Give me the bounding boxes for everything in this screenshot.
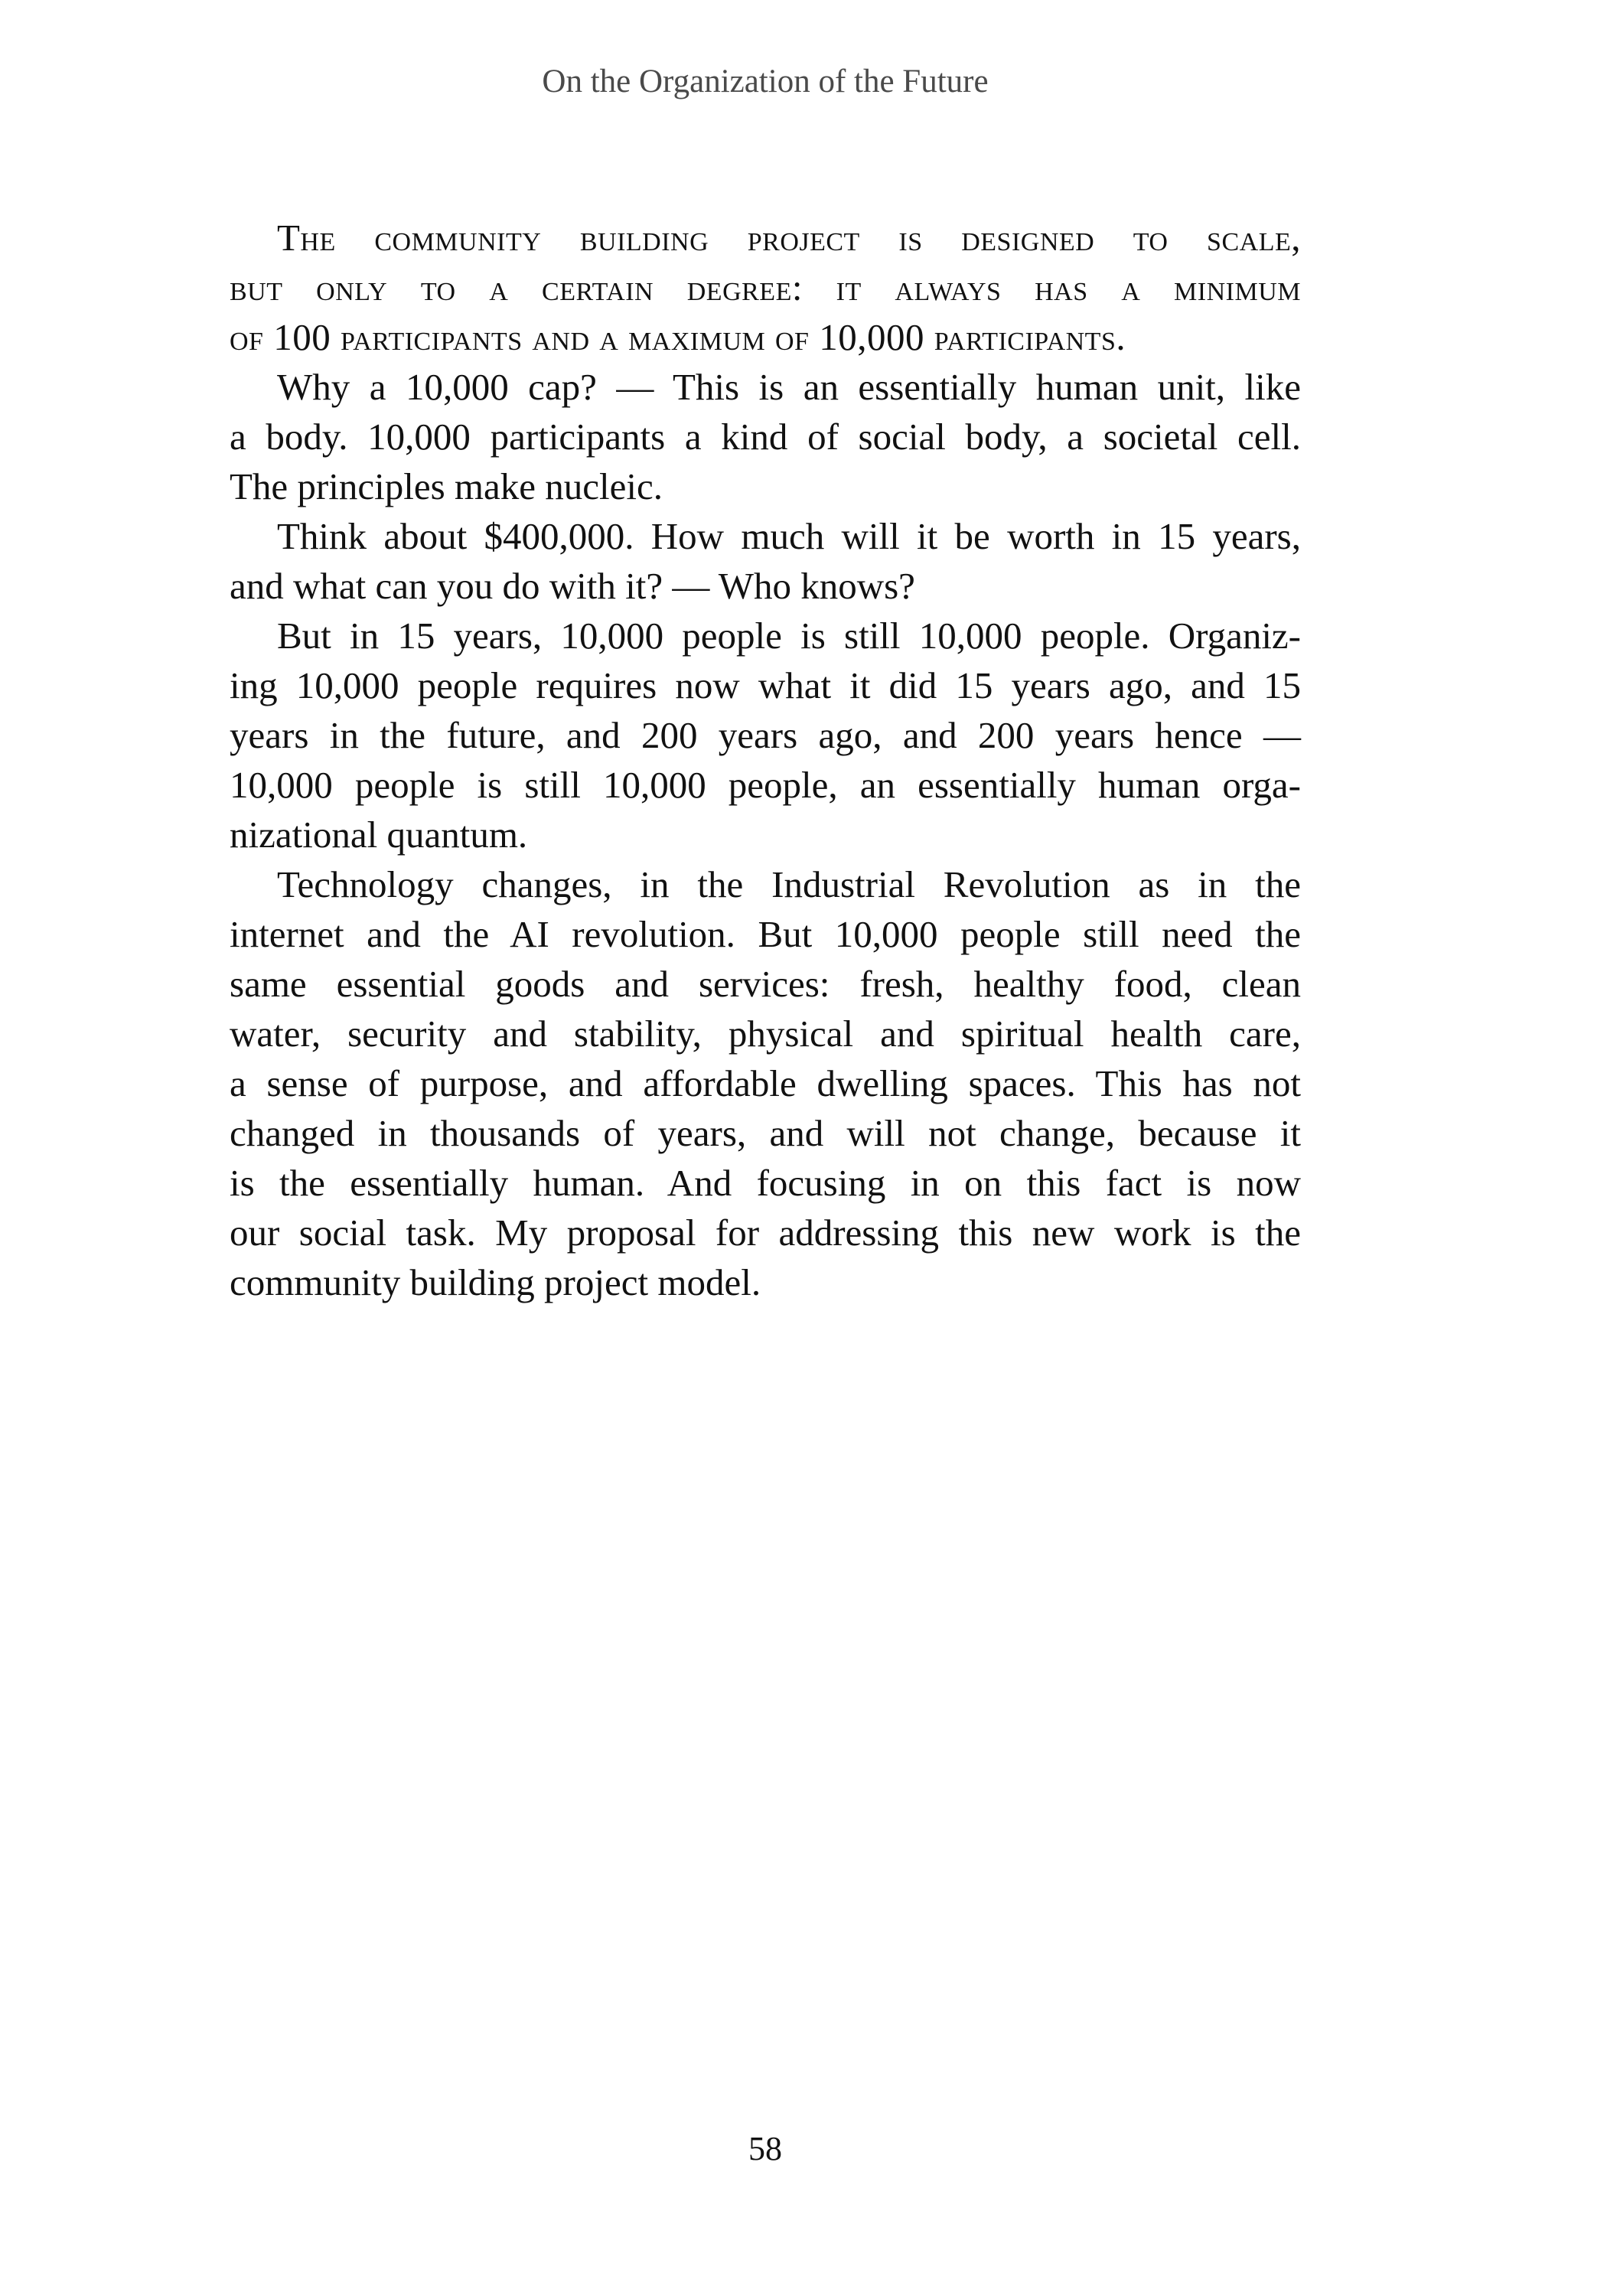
text-line: same essential goods and services: fresh, healthy food, clean [230,963,1301,1005]
text-line: our social task. My proposal for addressing this new work is the [230,1212,1301,1254]
text-line: nizational quantum. [230,814,528,856]
text-line: years in the future, and 200 years ago, and 200 years hence — [230,714,1301,756]
running-header: On the Organization of the Future [542,64,989,99]
text-line: internet and the AI revolution. But 10,000 people still need the [230,913,1301,955]
page-number: 58 [748,2130,782,2167]
text-line: community building project model. [230,1261,761,1303]
paragraph [230,511,1301,611]
text-line: 10,000 people is still 10,000 people, an essentially human orga- [230,764,1301,806]
text-line: and what can you do with it? — Who knows? [230,565,915,607]
text-line: a sense of purpose, and affordable dwelling spaces. This has not [230,1062,1301,1104]
text-line: Why a 10,000 cap? — This is an essentially human unit, like [277,366,1301,408]
paragraph [230,362,1301,511]
text-line: changed in thousands of years, and will not change, because it [230,1112,1301,1154]
paragraph [230,213,1301,362]
text-line: The community building project is designed to scale, [277,217,1301,259]
paragraph [230,859,1301,1307]
text-line: water, security and stability, physical and spiritual health care, [230,1013,1301,1055]
text-line: The principles make nucleic. [230,465,663,507]
text-line: But in 15 years, 10,000 people is still 10,000 people. Organiz- [277,615,1301,657]
text-line: a body. 10,000 participants a kind of social body, a societal cell. [230,416,1301,458]
text-line: Think about $400,000. How much will it be worth in 15 years, [277,515,1301,557]
text-line: but only to a certain degree: it always has a minimum [230,266,1301,308]
text-line: ing 10,000 people requires now what it did 15 years ago, and 15 [230,664,1301,706]
text-line: of 100 participants and a maximum of 10,000 participants. [230,316,1126,358]
paragraph [230,611,1301,859]
text-line: is the essentially human. And focusing in on this fact is now [230,1162,1301,1204]
body-text [230,213,1301,1307]
text-line: Technology changes, in the Industrial Revolution as in the [277,863,1301,905]
